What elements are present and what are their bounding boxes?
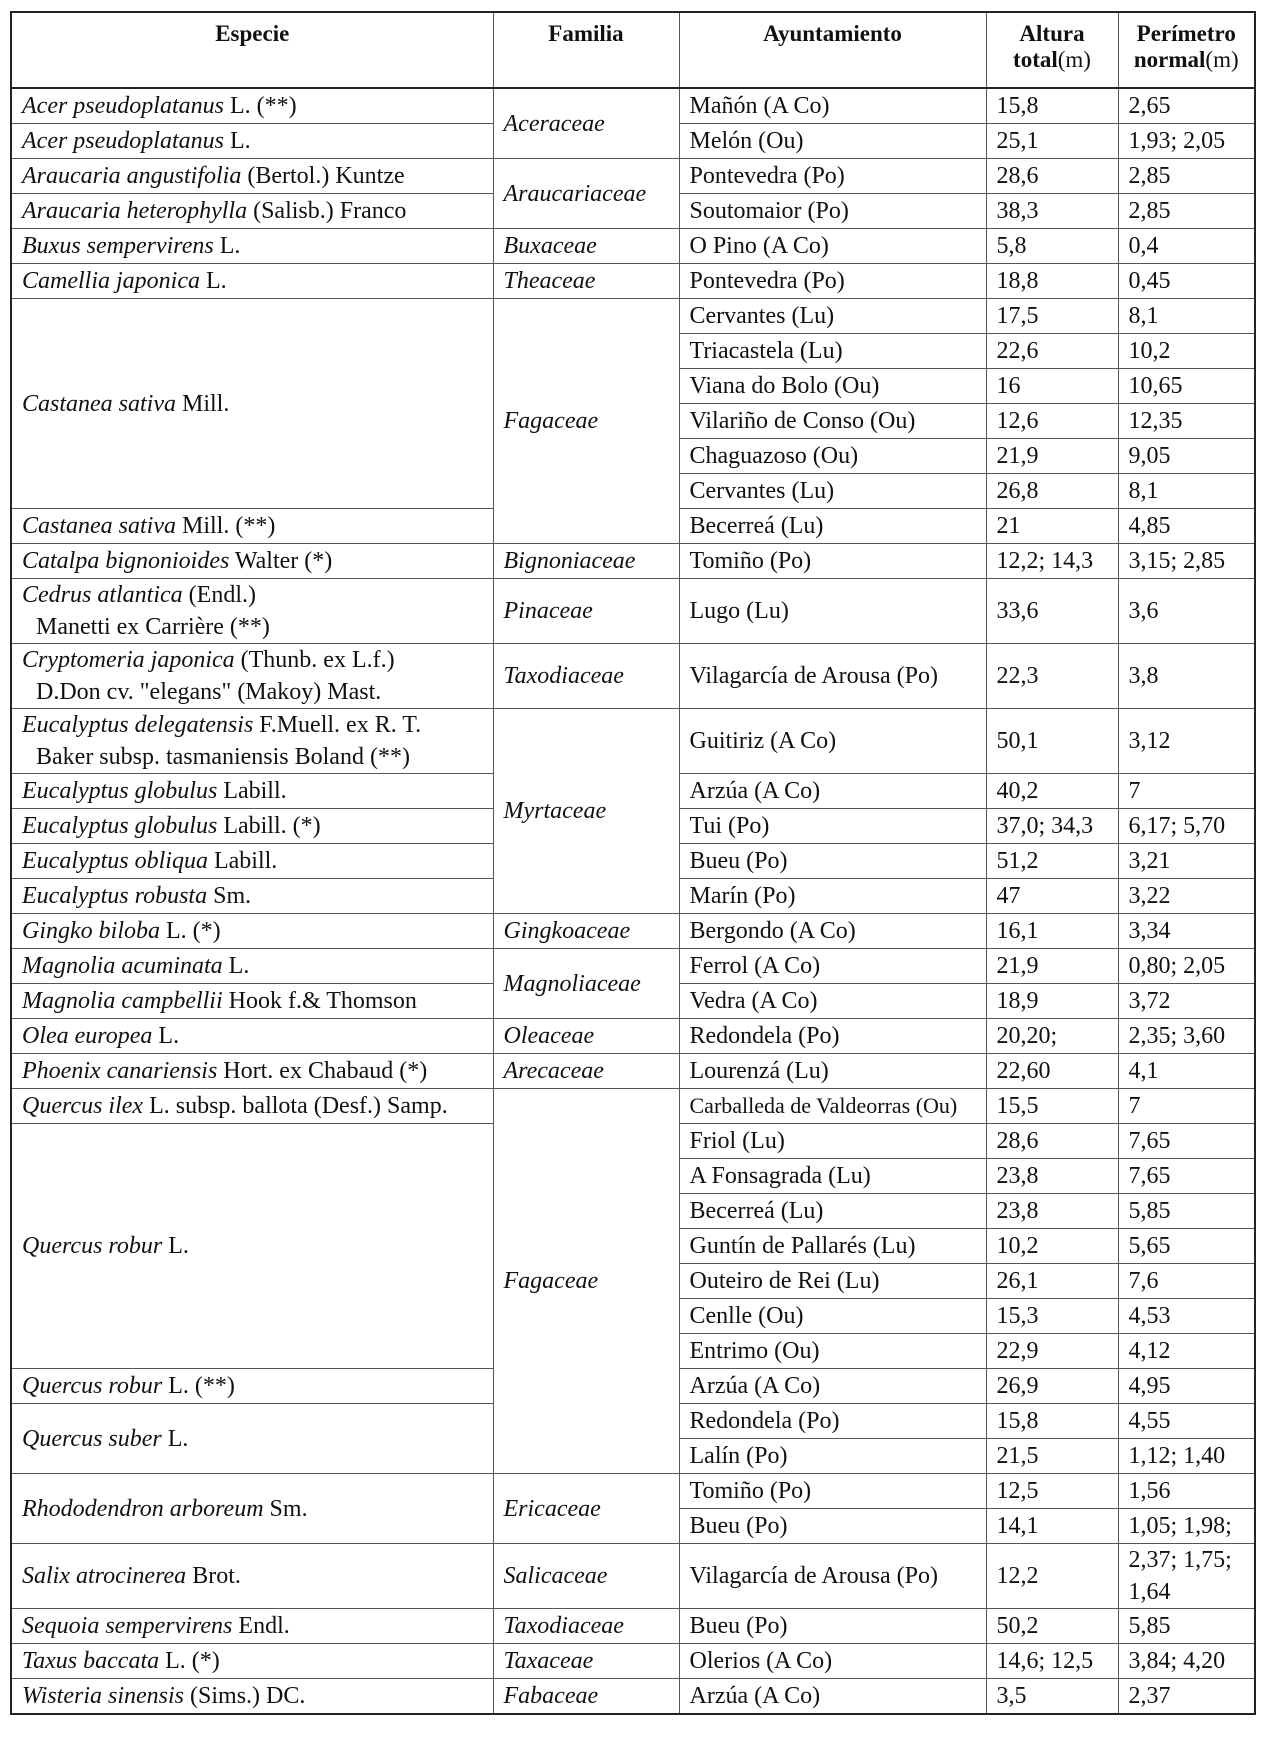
header-perimetro-normal: normal <box>1133 47 1206 72</box>
familia-name: Fagaceae <box>503 408 599 434</box>
table-row <box>11 644 1255 709</box>
table-row <box>11 299 1255 334</box>
familia-name: Theaceae <box>503 268 596 294</box>
ayuntamiento-cell: Redondela (Po) <box>679 1404 986 1439</box>
altura-cell: 15,8 <box>986 88 1118 124</box>
especie-italic: Olea europea <box>22 1023 153 1049</box>
ayuntamiento-cell: Tomiño (Po) <box>679 1474 986 1509</box>
altura-cell: 18,9 <box>986 984 1118 1019</box>
table-row <box>11 1474 1255 1509</box>
ayuntamiento-cell: Redondela (Po) <box>679 1019 986 1054</box>
especie-italic: Acer pseudoplatanus <box>22 128 224 154</box>
perimetro-cell: 7,65 <box>1118 1124 1255 1159</box>
ayuntamiento-cell: Lourenzá (Lu) <box>679 1054 986 1089</box>
familia-cell <box>493 1644 679 1679</box>
perimetro-cell: 0,80; 2,05 <box>1118 949 1255 984</box>
especie-italic: Araucaria angustifolia <box>22 163 242 189</box>
perimetro-cell: 3,72 <box>1118 984 1255 1019</box>
header-altura-line2 <box>997 47 1108 73</box>
especie-italic: Quercus ilex <box>22 1093 144 1119</box>
perimetro-cell: 12,35 <box>1118 404 1255 439</box>
perimetro-cell: 9,05 <box>1118 439 1255 474</box>
perimetro-cell <box>1118 1544 1255 1609</box>
familia-name: Myrtaceae <box>503 798 607 824</box>
perimetro-cell: 4,1 <box>1118 1054 1255 1089</box>
familia-cell <box>493 949 679 1019</box>
table-row <box>11 579 1255 644</box>
perimetro-cell: 5,65 <box>1118 1229 1255 1264</box>
especie-author: (Endl.) <box>182 582 256 608</box>
especie-cell <box>11 709 493 774</box>
altura-cell: 22,9 <box>986 1334 1118 1369</box>
perimetro-cell: 4,53 <box>1118 1299 1255 1334</box>
ayuntamiento-cell: Marín (Po) <box>679 879 986 914</box>
perimetro-cell: 7,6 <box>1118 1264 1255 1299</box>
altura-cell: 28,6 <box>986 159 1118 194</box>
altura-cell: 21,9 <box>986 439 1118 474</box>
ayuntamiento-cell: Outeiro de Rei (Lu) <box>679 1264 986 1299</box>
header-altura-unit: (m) <box>1057 47 1091 72</box>
altura-cell: 15,8 <box>986 1404 1118 1439</box>
familia-name: Gingkoaceae <box>503 918 631 944</box>
especie-italic: Eucalyptus obliqua <box>22 848 208 874</box>
ayuntamiento-cell: Carballeda de Valdeorras (Ou) <box>679 1089 986 1124</box>
especie-italic: Rhododendron arboreum <box>22 1495 264 1522</box>
table-body <box>11 88 1255 1714</box>
altura-cell: 40,2 <box>986 774 1118 809</box>
especie-italic: Quercus robur <box>22 1373 163 1399</box>
especie-italic: Buxus sempervirens <box>22 233 214 259</box>
especie-cell <box>11 544 493 579</box>
ayuntamiento-cell: O Pino (A Co) <box>679 229 986 264</box>
ayuntamiento-cell: Vedra (A Co) <box>679 984 986 1019</box>
altura-cell: 12,2; 14,3 <box>986 544 1118 579</box>
especie-author: Labill. <box>207 848 278 874</box>
especie-cell <box>11 264 493 299</box>
perimetro-cell: 4,12 <box>1118 1334 1255 1369</box>
header-perimetro-unit: (m) <box>1205 47 1239 72</box>
perimetro-cell: 0,45 <box>1118 264 1255 299</box>
perimetro-cell: 4,95 <box>1118 1369 1255 1404</box>
especie-cell <box>11 844 493 879</box>
perimetro-cell: 3,34 <box>1118 914 1255 949</box>
especie-cell <box>11 229 493 264</box>
especie-italic: Quercus robur <box>22 1233 163 1259</box>
altura-cell: 21 <box>986 509 1118 544</box>
perimetro-cell: 7 <box>1118 774 1255 809</box>
especie-author: L. <box>213 233 241 259</box>
perimetro-cell: 8,1 <box>1118 474 1255 509</box>
perimetro-cell: 2,85 <box>1118 159 1255 194</box>
ayuntamiento-cell: Arzúa (A Co) <box>679 1679 986 1715</box>
header-altura-total: total <box>1013 47 1058 72</box>
table-row <box>11 1019 1255 1054</box>
ayuntamiento-cell: Entrimo (Ou) <box>679 1334 986 1369</box>
especie-author: L. <box>162 1233 189 1259</box>
header-especie: Especie <box>11 12 493 88</box>
ayuntamiento-cell: Mañón (A Co) <box>679 88 986 124</box>
especie-author: Mill. (**) <box>176 513 276 539</box>
ayuntamiento-cell: Triacastela (Lu) <box>679 334 986 369</box>
altura-cell: 15,3 <box>986 1299 1118 1334</box>
familia-cell <box>493 1054 679 1089</box>
altura-cell: 23,8 <box>986 1159 1118 1194</box>
especie-cell <box>11 299 493 509</box>
altura-cell: 22,3 <box>986 644 1118 709</box>
table-row <box>11 159 1255 194</box>
perimetro-cell: 3,84; 4,20 <box>1118 1644 1255 1679</box>
perimetro-cell: 2,37 <box>1118 1679 1255 1715</box>
ayuntamiento-cell: Arzúa (A Co) <box>679 774 986 809</box>
altura-cell: 21,9 <box>986 949 1118 984</box>
especie-author: L. (*) <box>160 918 221 944</box>
especie-author: Brot. <box>186 1563 241 1589</box>
familia-name: Magnoliaceae <box>503 970 641 997</box>
perimetro-cell: 1,56 <box>1118 1474 1255 1509</box>
altura-cell: 16 <box>986 369 1118 404</box>
perimetro-cell: 3,22 <box>1118 879 1255 914</box>
familia-cell <box>493 1544 679 1609</box>
especie-line2: D.Don cv. "elegans" (Makoy) Mast. <box>36 679 382 705</box>
especie-author: L. <box>222 953 250 979</box>
especie-cell <box>11 1369 493 1404</box>
ayuntamiento-cell: Arzúa (A Co) <box>679 1369 986 1404</box>
especie-line2: Baker subsp. tasmaniensis Boland (**) <box>36 744 410 770</box>
altura-cell: 47 <box>986 879 1118 914</box>
familia-cell <box>493 579 679 644</box>
table-row <box>11 264 1255 299</box>
especie-author: Walter (*) <box>229 548 333 574</box>
especie-author: Sm. <box>207 883 252 909</box>
especie-cell <box>11 1124 493 1369</box>
especie-cell <box>11 124 493 159</box>
especie-cell <box>11 949 493 984</box>
ayuntamiento-cell: Vilariño de Conso (Ou) <box>679 404 986 439</box>
especie-italic: Gingko biloba <box>22 918 160 944</box>
table-row <box>11 914 1255 949</box>
ayuntamiento-cell: Chaguazoso (Ou) <box>679 439 986 474</box>
table-row <box>11 709 1255 774</box>
ayuntamiento-cell: Ferrol (A Co) <box>679 949 986 984</box>
especie-cell <box>11 914 493 949</box>
ayuntamiento-cell: Viana do Bolo (Ou) <box>679 369 986 404</box>
altura-cell: 33,6 <box>986 579 1118 644</box>
especie-italic: Castanea sativa <box>22 390 176 417</box>
table-row <box>11 229 1255 264</box>
especie-cell <box>11 194 493 229</box>
altura-cell: 26,1 <box>986 1264 1118 1299</box>
ayuntamiento-cell: Vilagarcía de Arousa (Po) <box>679 1544 986 1609</box>
ayuntamiento-cell: Bergondo (A Co) <box>679 914 986 949</box>
especie-italic: Magnolia acuminata <box>22 953 223 979</box>
perimetro-cell: 5,85 <box>1118 1194 1255 1229</box>
perimetro-cell: 10,2 <box>1118 334 1255 369</box>
especie-italic: Camellia japonica <box>22 268 200 294</box>
altura-cell: 28,6 <box>986 1124 1118 1159</box>
perimetro-cell: 2,35; 3,60 <box>1118 1019 1255 1054</box>
altura-cell: 22,6 <box>986 334 1118 369</box>
table-header <box>11 12 1255 88</box>
ayuntamiento-cell: Guntín de Pallarés (Lu) <box>679 1229 986 1264</box>
ayuntamiento-cell: Soutomaior (Po) <box>679 194 986 229</box>
familia-name: Taxodiaceae <box>503 663 624 689</box>
familia-name: Pinaceae <box>503 598 593 624</box>
especie-cell <box>11 1679 493 1715</box>
header-perimetro-line1: Perímetro <box>1136 21 1236 46</box>
ayuntamiento-cell: Tomiño (Po) <box>679 544 986 579</box>
familia-cell <box>493 88 679 159</box>
trees-table <box>10 11 1256 1715</box>
perimetro-cell: 2,85 <box>1118 194 1255 229</box>
especie-author: Labill. <box>217 778 287 804</box>
ayuntamiento-cell: Cenlle (Ou) <box>679 1299 986 1334</box>
especie-italic: Wisteria sinensis <box>22 1683 185 1709</box>
familia-cell <box>493 264 679 299</box>
header-row <box>11 12 1255 88</box>
altura-cell: 20,20; <box>986 1019 1118 1054</box>
familia-cell <box>493 1474 679 1544</box>
ayuntamiento-cell: Bueu (Po) <box>679 1609 986 1644</box>
ayuntamiento-cell: Vilagarcía de Arousa (Po) <box>679 644 986 709</box>
ayuntamiento-cell: Melón (Ou) <box>679 124 986 159</box>
especie-cell <box>11 809 493 844</box>
altura-cell: 10,2 <box>986 1229 1118 1264</box>
perimetro-cell: 1,12; 1,40 <box>1118 1439 1255 1474</box>
ayuntamiento-cell: Lalín (Po) <box>679 1439 986 1474</box>
altura-cell: 12,6 <box>986 404 1118 439</box>
header-ayuntamiento: Ayuntamiento <box>679 12 986 88</box>
especie-cell <box>11 774 493 809</box>
header-perimetro-line2 <box>1129 47 1245 73</box>
altura-cell: 12,2 <box>986 1544 1118 1609</box>
especie-cell <box>11 509 493 544</box>
altura-cell: 25,1 <box>986 124 1118 159</box>
familia-cell <box>493 299 679 544</box>
perimetro-cell: 1,93; 2,05 <box>1118 124 1255 159</box>
especie-cell <box>11 1474 493 1544</box>
familia-name: Fagaceae <box>503 1268 599 1294</box>
especie-author: L. <box>199 268 227 294</box>
header-perimetro <box>1118 12 1255 88</box>
table-row <box>11 949 1255 984</box>
ayuntamiento-cell: Lugo (Lu) <box>679 579 986 644</box>
altura-cell: 26,9 <box>986 1369 1118 1404</box>
altura-cell: 26,8 <box>986 474 1118 509</box>
especie-cell <box>11 1019 493 1054</box>
especie-italic: Catalpa bignonioides <box>22 548 230 574</box>
especie-italic: Phoenix canariensis <box>22 1058 218 1084</box>
perimetro-line2: 1,64 <box>1128 1579 1171 1605</box>
perimetro-line1: 2,37; 1,75; <box>1128 1547 1232 1573</box>
especie-author: (Thunb. ex L.f.) <box>234 647 395 673</box>
perimetro-cell: 3,6 <box>1118 579 1255 644</box>
altura-cell: 5,8 <box>986 229 1118 264</box>
especie-cell <box>11 88 493 124</box>
altura-cell: 38,3 <box>986 194 1118 229</box>
table-row <box>11 1679 1255 1715</box>
altura-cell: 15,5 <box>986 1089 1118 1124</box>
ayuntamiento-cell: Guitiriz (A Co) <box>679 709 986 774</box>
familia-name: Fabaceae <box>503 1683 599 1709</box>
especie-cell <box>11 159 493 194</box>
ayuntamiento-cell: Pontevedra (Po) <box>679 264 986 299</box>
altura-cell: 37,0; 34,3 <box>986 809 1118 844</box>
especie-italic: Eucalyptus globulus <box>22 813 218 839</box>
especie-author: (Salisb.) Franco <box>247 198 407 224</box>
ayuntamiento-cell: Tui (Po) <box>679 809 986 844</box>
especie-author: L. (**) <box>223 93 297 119</box>
table-row <box>11 1544 1255 1609</box>
especie-author: Labill. (*) <box>217 813 321 839</box>
perimetro-cell: 3,8 <box>1118 644 1255 709</box>
familia-name: Buxaceae <box>503 233 597 259</box>
familia-name: Oleaceae <box>503 1023 595 1049</box>
familia-cell <box>493 644 679 709</box>
perimetro-cell: 2,65 <box>1118 88 1255 124</box>
especie-italic: Cedrus atlantica <box>22 582 183 608</box>
especie-italic: Castanea sativa <box>22 513 176 539</box>
familia-cell <box>493 1609 679 1644</box>
altura-cell: 14,6; 12,5 <box>986 1644 1118 1679</box>
altura-cell: 16,1 <box>986 914 1118 949</box>
especie-author: Sm. <box>263 1495 308 1522</box>
familia-cell <box>493 544 679 579</box>
familia-cell <box>493 1019 679 1054</box>
perimetro-cell: 0,4 <box>1118 229 1255 264</box>
header-familia: Familia <box>493 12 679 88</box>
ayuntamiento-cell: Pontevedra (Po) <box>679 159 986 194</box>
familia-name: Taxaceae <box>503 1648 594 1674</box>
table-row <box>11 1609 1255 1644</box>
familia-cell <box>493 229 679 264</box>
perimetro-cell: 3,12 <box>1118 709 1255 774</box>
perimetro-cell: 1,05; 1,98; <box>1118 1509 1255 1544</box>
especie-author: L. (**) <box>162 1373 235 1399</box>
especie-italic: Eucalyptus delegatensis <box>22 712 254 738</box>
perimetro-cell: 3,21 <box>1118 844 1255 879</box>
especie-author: Hort. ex Chabaud (*) <box>217 1058 428 1084</box>
familia-cell <box>493 159 679 229</box>
perimetro-cell: 6,17; 5,70 <box>1118 809 1255 844</box>
altura-cell: 14,1 <box>986 1509 1118 1544</box>
familia-cell <box>493 1679 679 1715</box>
especie-author: L. (*) <box>159 1648 220 1674</box>
familia-name: Bignoniaceae <box>503 548 636 574</box>
perimetro-cell: 8,1 <box>1118 299 1255 334</box>
especie-cell <box>11 1404 493 1474</box>
altura-cell: 17,5 <box>986 299 1118 334</box>
especie-italic: Acer pseudoplatanus <box>22 93 224 119</box>
table-row <box>11 88 1255 124</box>
altura-cell: 18,8 <box>986 264 1118 299</box>
especie-cell <box>11 984 493 1019</box>
especie-italic: Sequoia sempervirens <box>22 1613 233 1639</box>
especie-italic: Quercus suber <box>22 1425 162 1452</box>
table-row <box>11 1089 1255 1124</box>
header-altura-line1: Altura <box>1019 21 1085 46</box>
especie-author: Endl. <box>232 1613 290 1639</box>
familia-name: Arecaceae <box>503 1058 604 1084</box>
ayuntamiento-cell: Bueu (Po) <box>679 844 986 879</box>
familia-name: Taxodiaceae <box>503 1613 624 1639</box>
ayuntamiento-cell: Becerreá (Lu) <box>679 509 986 544</box>
especie-author: F.Muell. ex R. T. <box>253 712 422 738</box>
altura-cell: 3,5 <box>986 1679 1118 1715</box>
perimetro-cell: 3,15; 2,85 <box>1118 544 1255 579</box>
familia-cell <box>493 1089 679 1474</box>
table-row <box>11 1644 1255 1679</box>
ayuntamiento-cell: Bueu (Po) <box>679 1509 986 1544</box>
especie-cell <box>11 1544 493 1609</box>
especie-line2: Manetti ex Carrière (**) <box>36 614 270 640</box>
especie-cell <box>11 1644 493 1679</box>
familia-name: Araucariaceae <box>503 180 647 207</box>
familia-cell <box>493 914 679 949</box>
altura-cell: 12,5 <box>986 1474 1118 1509</box>
especie-author: (Sims.) DC. <box>184 1683 306 1709</box>
ayuntamiento-cell: Becerreá (Lu) <box>679 1194 986 1229</box>
table-row <box>11 544 1255 579</box>
especie-cell <box>11 1609 493 1644</box>
familia-name: Salicaceae <box>503 1563 608 1589</box>
table-row <box>11 1054 1255 1089</box>
especie-cell <box>11 879 493 914</box>
altura-cell: 50,1 <box>986 709 1118 774</box>
especie-italic: Cryptomeria japonica <box>22 647 235 673</box>
familia-name: Ericaceae <box>503 1495 601 1522</box>
especie-author: L. subsp. ballota (Desf.) Samp. <box>143 1093 448 1119</box>
header-altura <box>986 12 1118 88</box>
especie-cell <box>11 1054 493 1089</box>
familia-name: Aceraceae <box>503 110 605 137</box>
perimetro-cell: 7 <box>1118 1089 1255 1124</box>
especie-author: L. <box>152 1023 180 1049</box>
especie-italic: Eucalyptus robusta <box>22 883 208 909</box>
especie-italic: Salix atrocinerea <box>22 1563 187 1589</box>
especie-cell <box>11 579 493 644</box>
perimetro-cell: 4,85 <box>1118 509 1255 544</box>
altura-cell: 21,5 <box>986 1439 1118 1474</box>
especie-cell <box>11 644 493 709</box>
especie-cell <box>11 1089 493 1124</box>
altura-cell: 22,60 <box>986 1054 1118 1089</box>
perimetro-cell: 4,55 <box>1118 1404 1255 1439</box>
especie-author: Mill. <box>176 390 230 417</box>
especie-italic: Eucalyptus globulus <box>22 778 218 804</box>
especie-author: L. <box>161 1425 189 1452</box>
especie-italic: Taxus baccata <box>22 1648 160 1674</box>
altura-cell: 51,2 <box>986 844 1118 879</box>
perimetro-cell: 10,65 <box>1118 369 1255 404</box>
especie-author: Hook f.& Thomson <box>222 988 417 1014</box>
ayuntamiento-cell: Olerios (A Co) <box>679 1644 986 1679</box>
ayuntamiento-cell: A Fonsagrada (Lu) <box>679 1159 986 1194</box>
altura-cell: 50,2 <box>986 1609 1118 1644</box>
perimetro-cell: 5,85 <box>1118 1609 1255 1644</box>
ayuntamiento-cell: Cervantes (Lu) <box>679 474 986 509</box>
especie-italic: Araucaria heterophylla <box>22 198 248 224</box>
especie-italic: Magnolia campbellii <box>22 988 223 1014</box>
especie-author: (Bertol.) Kuntze <box>241 163 405 189</box>
familia-cell <box>493 709 679 914</box>
ayuntamiento-cell: Friol (Lu) <box>679 1124 986 1159</box>
perimetro-cell: 7,65 <box>1118 1159 1255 1194</box>
altura-cell: 23,8 <box>986 1194 1118 1229</box>
especie-author: L. <box>223 128 251 154</box>
ayuntamiento-cell: Cervantes (Lu) <box>679 299 986 334</box>
